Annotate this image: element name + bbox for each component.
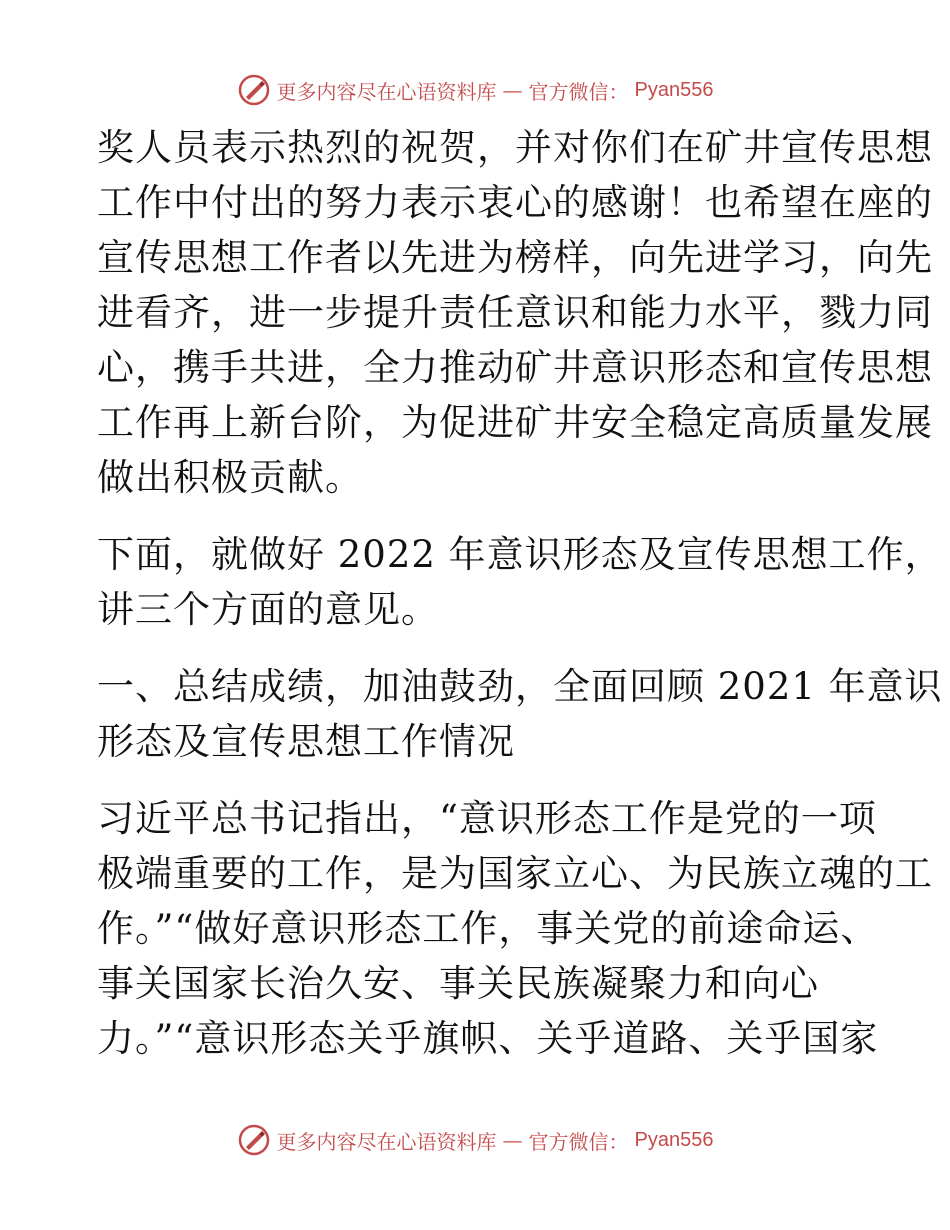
- section-heading: [97, 659, 943, 769]
- paragraph: [97, 120, 933, 505]
- text-line: 作。”“做好意识形态工作，事关党的前途命运、: [97, 907, 879, 950]
- watermark-text: 更多内容尽在心语资料库: [276, 1129, 497, 1154]
- text-line: 工作再上新台阶，为促进矿井安全稳定高质量发展: [97, 401, 933, 444]
- paragraph: [97, 791, 933, 1066]
- document-body: [97, 120, 943, 1066]
- text-line: 奖人员表示热烈的祝贺，并对你们在矿井宣传思想: [97, 126, 933, 169]
- text-line: 进看齐，进一步提升责任意识和能力水平，戮力同: [97, 291, 933, 334]
- footer-watermark: [0, 1120, 950, 1160]
- text-line: 极端重要的工作，是为国家立心、为民族立魂的工: [97, 852, 933, 895]
- text-line: 讲三个方面的意见。: [97, 588, 439, 631]
- text-line: 一、总结成绩，加油鼓劲，全面回顾 2021 年意识: [97, 665, 943, 708]
- text-line: 事关国家长治久安、事关民族凝聚力和向心: [97, 962, 819, 1005]
- watermark-id: Pyan556: [634, 1128, 714, 1151]
- watermark-label: 官方微信：: [528, 1129, 629, 1154]
- watermark-id: Pyan556: [634, 78, 714, 101]
- text-line: 力。”“意识形态关乎旗帜、关乎道路、关乎国家: [97, 1017, 879, 1060]
- text-line: 工作中付出的努力表示衷心的感谢！也希望在座的: [97, 181, 933, 224]
- text-line: 宣传思想工作者以先进为榜样，向先进学习，向先: [97, 236, 933, 279]
- text-line: 心，携手共进，全力推动矿井意识形态和宣传思想: [97, 346, 933, 389]
- watermark-separator: —: [502, 1128, 523, 1152]
- header-watermark: [0, 70, 950, 110]
- pen-logo-icon: [237, 1123, 271, 1157]
- pen-logo-icon: [237, 73, 271, 107]
- text-line: 习近平总书记指出，“意识形态工作是党的一项: [97, 797, 877, 840]
- text-line: 做出积极贡献。: [97, 456, 363, 499]
- watermark-separator: —: [502, 78, 523, 102]
- text-line: 形态及宣传思想工作情况: [97, 720, 515, 763]
- watermark-text: 更多内容尽在心语资料库: [276, 79, 497, 104]
- text-line: 下面，就做好 2022 年意识形态及宣传思想工作，: [97, 533, 943, 576]
- watermark-label: 官方微信：: [528, 79, 629, 104]
- paragraph: [97, 527, 943, 637]
